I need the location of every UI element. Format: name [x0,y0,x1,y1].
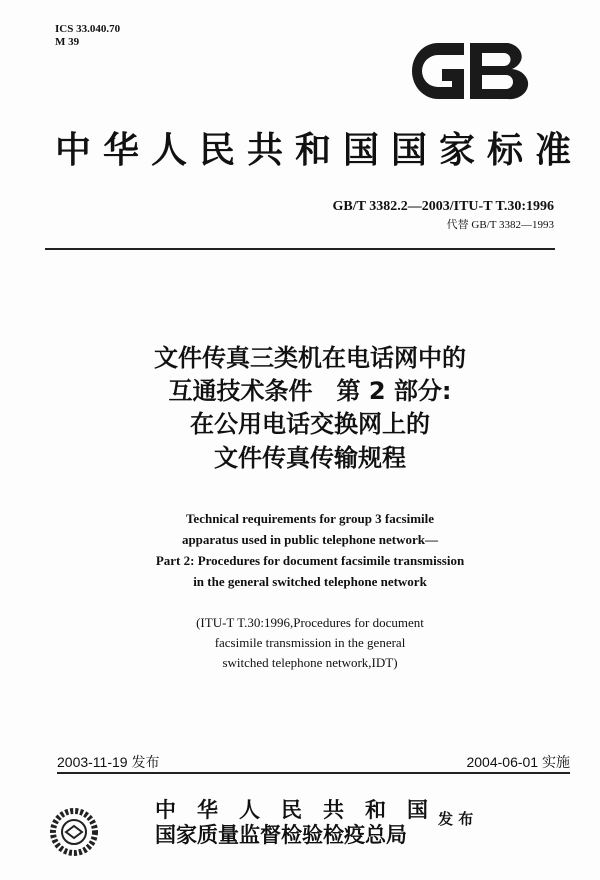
national-standard-heading: 中华人民共和国国家标准 [55,129,584,171]
title-zh-line: 文件传真传输规程 [214,444,406,472]
title-zh-line: 互通技术条件 第 2 部分: [168,377,452,405]
header-divider [45,248,555,250]
ccs-code: M 39 [55,36,80,48]
title-en-line: in the general switched telephone network [193,574,427,589]
title-en-line: Technical requirements for group 3 facsimile [185,511,435,526]
title-zh-line: 在公用电话交换网上的 [190,410,430,438]
issue-date: 2003-11-19 发布 [57,754,160,770]
equivalence-line: facsimile transmission in the general [214,635,406,650]
title-en-line: apparatus used in public telephone network— [181,532,439,547]
effective-date: 2004-06-01 实施 [466,754,570,770]
replaces-note: 代替 GB/T 3382—1993 [446,219,554,231]
publish-label: 发 布 [438,810,474,828]
standard-code: GB/T 3382.2—2003/ITU-T T.30:1996 [332,199,554,214]
title-zh-line: 文件传真三类机在电话网中的 [154,344,466,372]
gb-logo-icon [408,35,533,107]
publisher-line: 中 华 人 民 共 和 国 [155,797,428,822]
title-en-line: Part 2: Procedures for document facsimile transmission [155,553,465,568]
footer-divider [57,772,570,774]
ics-code: ICS 33.040.70 [55,23,121,35]
classification-codes [55,23,120,49]
equivalence-line: switched telephone network,IDT) [222,655,398,670]
seal-emblem-icon [50,806,98,858]
publisher-line: 国家质量监督检验检疫总局 [155,822,407,847]
equivalence-line: (ITU-T T.30:1996,Procedures for document [196,615,424,630]
